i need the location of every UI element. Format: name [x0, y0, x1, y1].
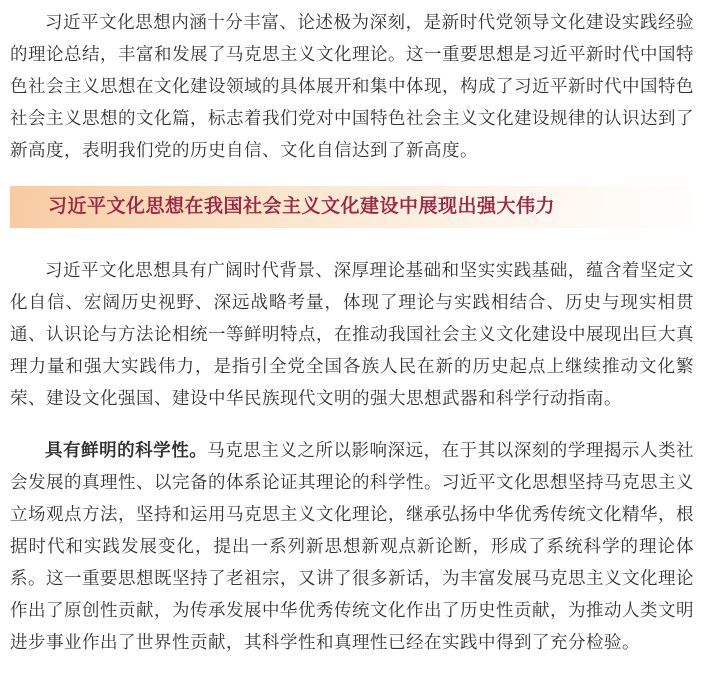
paragraph-bold-lead: 具有鲜明的科学性。 [45, 440, 208, 460]
paragraph-rest-text: 马克思主义之所以影响深远，在于其以深刻的学理揭示人类社会发展的真理性、以完备的体系论证其理论的科学性。习近平文化思想坚持马克思主义立场观点方法，坚持和运用马克思主义文化理论，继承弘扬中华优秀传统文化精华，根据时代和实践发展变化，提出一系列新思想新观点新论断，形成了系统科学的理论体系。这一重要思想既坚持了老祖宗，又讲了很多新话，为丰富发展马克思主义文化理论作出了原创性贡献，为传承发展中华优秀传统文化作出了历史性贡献，为推动人类文明进步事业作出了世界性贡献，其科学性和真理性已经在实践中得到了充分检验。 [10, 440, 695, 652]
body-paragraph-2 [10, 434, 694, 658]
intro-paragraph: 习近平文化思想内涵十分丰富、论述极为深刻，是新时代党领导文化建设实践经验的理论总结，丰富和发展了马克思主义文化理论。这一重要思想是习近平新时代中国特色社会主义思想在文化建设领域的具体展开和集中体现，构成了习近平新时代中国特色社会主义思想的文化篇，标志着我们党对中国特色社会主义文化建设规律的认识达到了新高度，表明我们党的历史自信、文化自信达到了新高度。 [10, 12, 694, 160]
section-header-title: 习近平文化思想在我国社会主义文化建设中展现出强大伟力 [48, 196, 556, 217]
body-paragraph-1: 习近平文化思想具有广阔时代背景、深厚理论基础和坚实实践基础，蕴含着坚定文化自信、宏阔历史视野、深远战略考量，体现了理论与实践相结合、历史与现实相贯通、认识论与方法论相统一等鲜明特点，在推动我国社会主义文化建设中展现出巨大真理力量和强大实践伟力，是指引全党全国各族人民在新的历史起点上继续推动文化繁荣、建设文化强国、建设中华民族现代文明的强大思想武器和科学行动指南。 [10, 260, 694, 408]
section-header-banner [10, 186, 694, 228]
